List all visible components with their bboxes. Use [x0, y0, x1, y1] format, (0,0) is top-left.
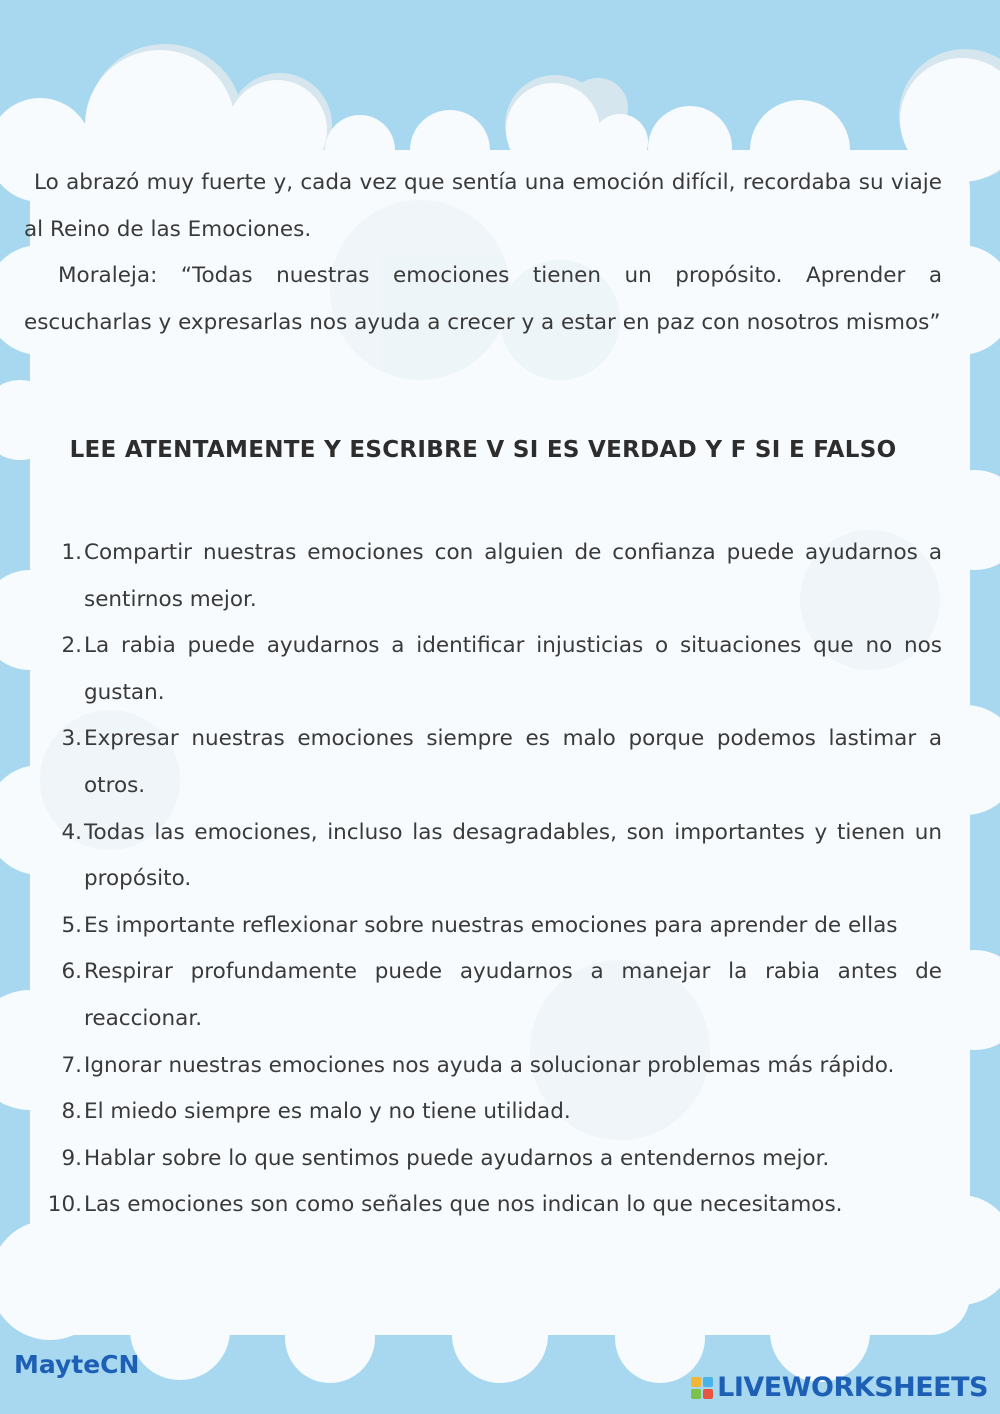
item-number: 9.: [61, 1145, 82, 1171]
liveworksheets-brand[interactable]: [691, 1372, 988, 1403]
item-number: 5.: [61, 912, 82, 938]
moral-paragraph: Moraleja: “Todas nuestras emociones tienen un propósito. Aprender a escucharlas y expresarlas nos ayuda a crecer y a estar en paz con nosotros mismos”: [24, 263, 942, 335]
story-text: [24, 160, 942, 346]
list-item: [61, 1089, 942, 1136]
item-number: 6.: [61, 959, 82, 985]
author-credit: MayteCN: [14, 1350, 140, 1379]
liveworksheets-logo-icon: [691, 1377, 713, 1399]
item-text: La rabia puede ayudarnos a identificar injusticias o situaciones que no nos gustan.: [84, 633, 942, 705]
item-text: Respirar profundamente puede ayudarnos a manejar la rabia antes de reaccionar.: [84, 959, 942, 1031]
item-text: El miedo siempre es malo y no tiene utilidad.: [84, 1099, 571, 1125]
item-text: Expresar nuestras emociones siempre es malo porque podemos lastimar a otros.: [84, 726, 942, 798]
item-number: 2.: [61, 633, 82, 659]
list-item: [47, 1182, 942, 1229]
item-text: Compartir nuestras emociones con alguien de confianza puede ayudarnos a sentirnos mejor.: [84, 540, 942, 612]
list-item: [61, 949, 942, 1042]
list-item: [61, 1136, 942, 1183]
item-number: 3.: [61, 726, 82, 752]
brand-name: LIVEWORKSHEETS: [717, 1372, 988, 1403]
list-item: [61, 623, 942, 716]
list-item: [61, 530, 942, 623]
true-false-list: [47, 530, 942, 1229]
item-text: Todas las emociones, incluso las desagradables, son importantes y tienen un propósito.: [84, 819, 942, 892]
item-text: Hablar sobre lo que sentimos puede ayudarnos a entendernos mejor.: [84, 1145, 830, 1171]
list-item: [61, 1043, 942, 1090]
item-number: 10.: [47, 1192, 82, 1218]
item-text: Ignorar nuestras emociones nos ayuda a solucionar problemas más rápido.: [84, 1052, 895, 1078]
item-number: 4.: [61, 819, 82, 845]
item-number: 7.: [61, 1052, 82, 1078]
item-number: 1.: [61, 540, 82, 565]
story-paragraph: Lo abrazó muy fuerte y, cada vez que sentía una emoción difícil, recordaba su viaje al Reino de las Emociones.: [24, 170, 942, 242]
item-number: 8.: [61, 1099, 82, 1125]
exercise-instruction: LEE ATENTAMENTE Y ESCRIBRE V SI ES VERDAD Y F SI E FALSO: [69, 437, 897, 463]
list-item: [61, 903, 942, 950]
list-item: [61, 810, 942, 903]
item-text: Es importante reflexionar sobre nuestras emociones para aprender de ellas: [84, 912, 898, 938]
list-item: [61, 716, 942, 809]
item-text: Las emociones son como señales que nos indican lo que necesitamos.: [84, 1192, 843, 1218]
